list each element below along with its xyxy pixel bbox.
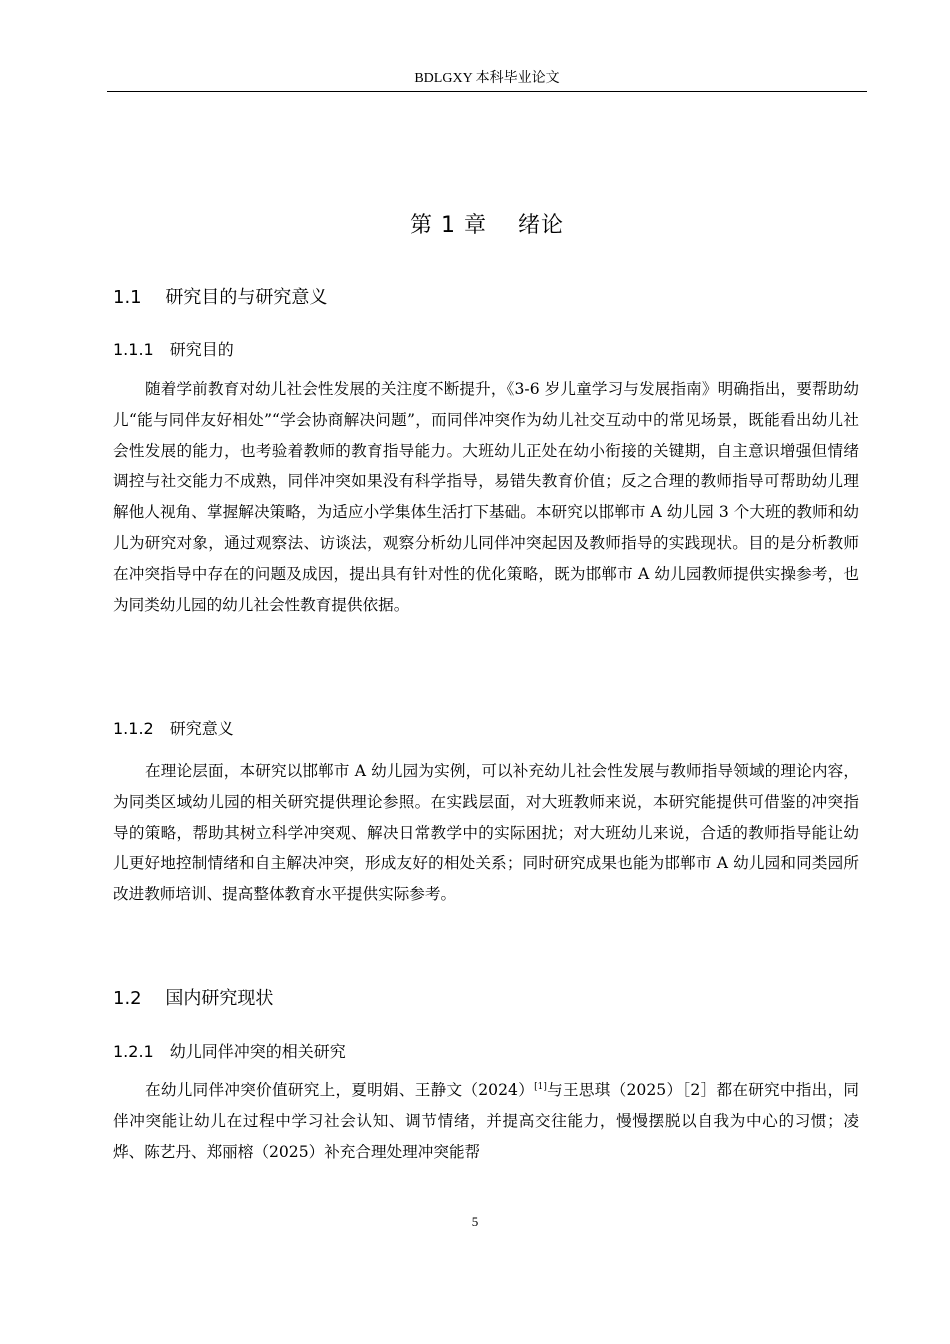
section-heading-1-1: 1.1 研究目的与研究意义: [113, 287, 328, 308]
section-heading-1-2-1: 1.2.1 幼儿同伴冲突的相关研究: [113, 1042, 346, 1061]
paragraph-peer-conflict-research: [113, 1075, 859, 1167]
page-number: 5: [471, 1214, 479, 1229]
running-header: BDLGXY 本科毕业论文: [414, 71, 560, 86]
section-heading-1-1-1: 1.1.1 研究目的: [113, 340, 234, 359]
paragraph-text-after-citation: 与王思琪（2025）［2］都在研究中指出，同伴冲突能让幼儿在过程中学习社会认知、调节情绪，并提高交往能力，慢慢摆脱以自我为中心的习惯；凌烨、陈艺丹、郑丽榕（2025）补充合理处理冲突能帮: [113, 1081, 860, 1161]
paragraph-text-before-citation: 在幼儿同伴冲突价值研究上，夏明娟、王静文（2024）: [145, 1081, 535, 1099]
section-heading-1-1-2: 1.1.2 研究意义: [113, 719, 234, 738]
paragraph-research-purpose: 随着学前教育对幼儿社会性发展的关注度不断提升，《3-6 岁儿童学习与发展指南》明确指出，要帮助幼儿“能与同伴友好相处”“学会协商解决问题”，而同伴冲突作为幼儿社交互动中的常见场景，既能看出幼儿社会性发展的能力，也考验着教师的教育指导能力。大班幼儿正处在幼小衔接的关键期，自主意识增强但情绪调控与社交能力不成熟，同伴冲突如果没有科学指导，易错失教育价值；反之合理的教师指导可帮助幼儿理解他人视角、掌握解决策略，为适应小学集体生活打下基础。本研究以邯郸市 A 幼儿园 3 个大班的教师和幼儿为研究对象，通过观察法、访谈法，观察分析幼儿同伴冲突起因及教师指导的实践现状。目的是分析教师在冲突指导中存在的问题及成因，提出具有针对性的优化策略，既为邯郸市 A 幼儿园教师提供实操参考，也为同类幼儿园的幼儿社会性教育提供依据。: [113, 380, 859, 614]
chapter-title: 第 1 章 绪论: [410, 213, 564, 238]
citation-marker: [1]: [534, 1082, 547, 1092]
paragraph-research-significance: 在理论层面，本研究以邯郸市 A 幼儿园为实例，可以补充幼儿社会性发展与教师指导领域的理论内容，为同类区域幼儿园的相关研究提供理论参照。在实践层面，对大班教师来说，本研究能提供可借鉴的冲突指导的策略，帮助其树立科学冲突观、解决日常教学中的实际困扰；对大班幼儿来说，合适的教师指导能让幼儿更好地控制情绪和自主解决冲突，形成友好的相处关系；同时研究成果也能为邯郸市 A 幼儿园和同类园所改进教师培训、提高整体教育水平提供实际参考。: [113, 762, 859, 904]
header-rule: [107, 91, 867, 92]
section-heading-1-2: 1.2 国内研究现状: [113, 988, 274, 1009]
